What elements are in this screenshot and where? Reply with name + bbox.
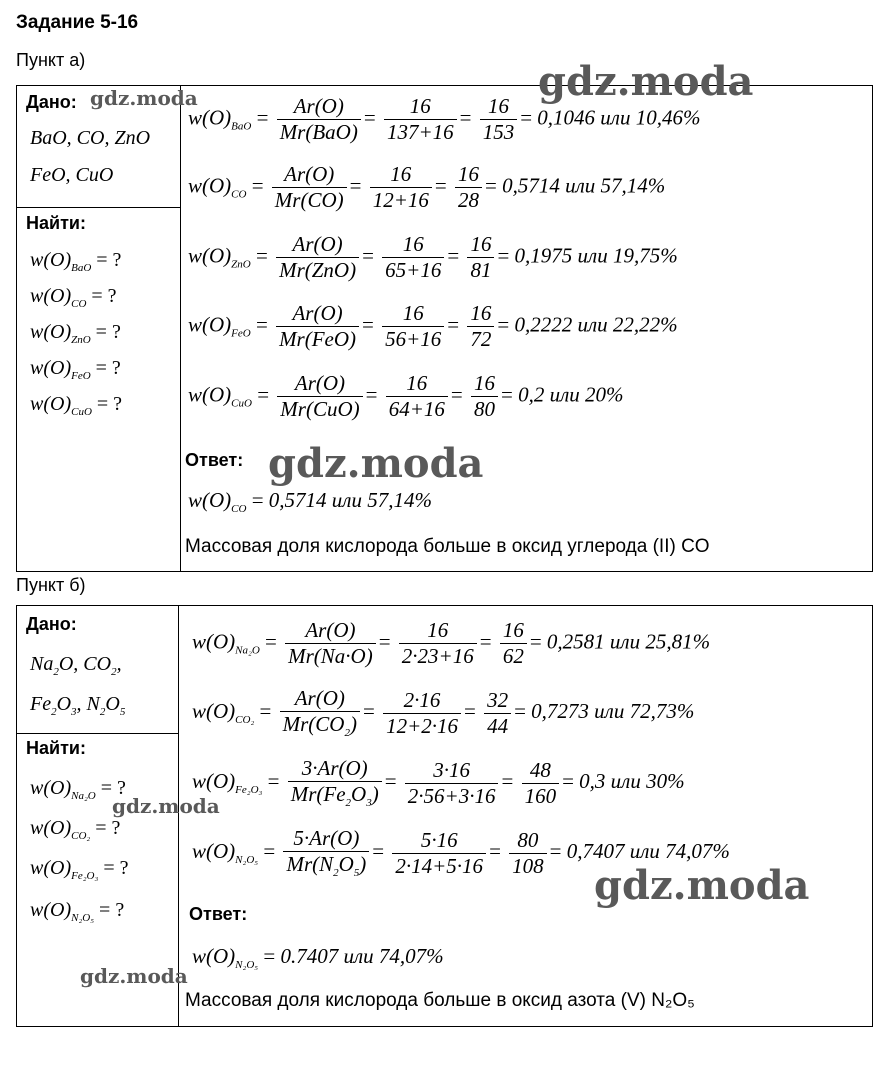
- calc-row: $w(O)_{N_2O_5}$ = $\frac{5\cdot Ar(O)}{Mr(N_2O_5)}$ = $\frac{5\cdot 16}{2\cdot 14+5\cdot 16}$ = $\frac{80}{108}$ = 0,7407 или 74,07%: [192, 826, 730, 880]
- watermark: gdz.moda: [538, 58, 754, 105]
- find-item: $w(O)_{Fe_2O_3}$ = ?: [30, 857, 129, 882]
- watermark: gdz.moda: [80, 964, 188, 988]
- given-line-1: BaO, CO, ZnO: [30, 127, 151, 149]
- given-label: Дано:: [26, 614, 77, 634]
- given-line-2: $Fe_2O_3$, $N_2O_5$: [30, 693, 126, 718]
- column-divider: [180, 86, 181, 571]
- given-label: Дано:: [26, 92, 77, 112]
- find-item: $w(O)_{Na_2O}$ = ?: [30, 777, 126, 802]
- find-label: Найти:: [26, 738, 86, 758]
- watermark: gdz.moda: [594, 862, 810, 909]
- calc-row: $w(O)_{Na_2O}$ = $\frac{Ar(O)}{Mr(Na\cdot O)}$ = $\frac{16}{2\cdot 23+16}$ = $\frac{16}{62}$ = 0,2581 или 25,81%: [192, 618, 711, 669]
- page-title: Задание 5-16: [16, 12, 139, 33]
- calc-row: $w(O)_{CO_2}$ = $\frac{Ar(O)}{Mr(CO_2)}$ = $\frac{2\cdot 16}{12+2\cdot 16}$ = $\frac{32}{44}$ = 0,7273 или 72,73%: [192, 686, 695, 740]
- given-divider: [17, 733, 178, 734]
- find-item: $w(O)_{CO}$ = ?: [30, 285, 117, 310]
- find-item: $w(O)_{BaO}$ = ?: [30, 249, 122, 274]
- answer-label: Ответ:: [185, 450, 244, 470]
- given-line-1: $Na_2O$, $CO_2$,: [30, 653, 122, 678]
- conclusion-text: Массовая доля кислорода больше в оксид углерода (II) CO: [185, 536, 710, 557]
- conclusion-text: Массовая доля кислорода больше в оксид азота (V) N₂O₅: [185, 990, 695, 1011]
- part-a-box: [16, 85, 873, 572]
- given-divider: [17, 207, 180, 208]
- find-item: $w(O)_{CuO}$ = ?: [30, 393, 123, 418]
- calc-row: $w(O)_{CO}$ = $\frac{Ar(O)}{Mr(CO)}$ = $\frac{16}{12+16}$ = $\frac{16}{28}$ = 0,5714 или 57,14%: [188, 162, 666, 213]
- part-b-heading: Пункт б): [16, 575, 86, 595]
- calc-row: $w(O)_{BaO}$ = $\frac{Ar(O)}{\text{Mr(BaO)}}$ = $\frac{16}{137+16}$ = $\frac{16}{153}$ = 0,1046 или 10,46%: [188, 94, 701, 145]
- find-item: $w(O)_{ZnO}$ = ?: [30, 321, 121, 346]
- find-item: $w(O)_{CO_2}$ = ?: [30, 817, 121, 842]
- answer-line: $w(O)_{N_2O_5} = 0.7407$ или 74,07%: [192, 944, 444, 971]
- calc-row: $w(O)_{ZnO}$ = $\frac{Ar(O)}{\text{Mr(ZnO)}}$ = $\frac{16}{65+16}$ = $\frac{16}{81}$ = 0,1975 или 19,75%: [188, 232, 678, 283]
- given-line-2: FeO, CuO: [30, 164, 114, 186]
- answer-label: Ответ:: [189, 904, 248, 924]
- watermark: gdz.moda: [90, 86, 198, 110]
- part-a-heading: Пункт а): [16, 50, 86, 70]
- calc-row: $w(O)_{FeO}$ = $\frac{Ar(O)}{\text{Mr(FeO)}}$ = $\frac{16}{56+16}$ = $\frac{16}{72}$ = 0,2222 или 22,22%: [188, 301, 678, 352]
- watermark: gdz.moda: [112, 794, 220, 818]
- calc-row: $w(O)_{Fe_2O_3}$ = $\frac{3\cdot Ar(O)}{Mr(Fe_2O_3)}$ = $\frac{3\cdot 16}{2\cdot 56+3\cdot 16}$ = $\frac{48}{160}$ = 0,3 или 30%: [192, 756, 685, 810]
- find-label: Найти:: [26, 213, 86, 233]
- find-item: $w(O)_{FeO}$ = ?: [30, 357, 121, 382]
- answer-line: $w(O)_{CO} = 0,5714$ или 57,14%: [188, 488, 432, 515]
- watermark: gdz.moda: [268, 440, 484, 487]
- calc-row: $w(O)_{CuO}$ = $\frac{Ar(O)}{\text{Mr(CuO)}}$ = $\frac{16}{64+16}$ = $\frac{16}{80}$ = 0,2 или 20%: [188, 371, 624, 422]
- find-item: $w(O)_{N_2O_5}$ = ?: [30, 899, 125, 924]
